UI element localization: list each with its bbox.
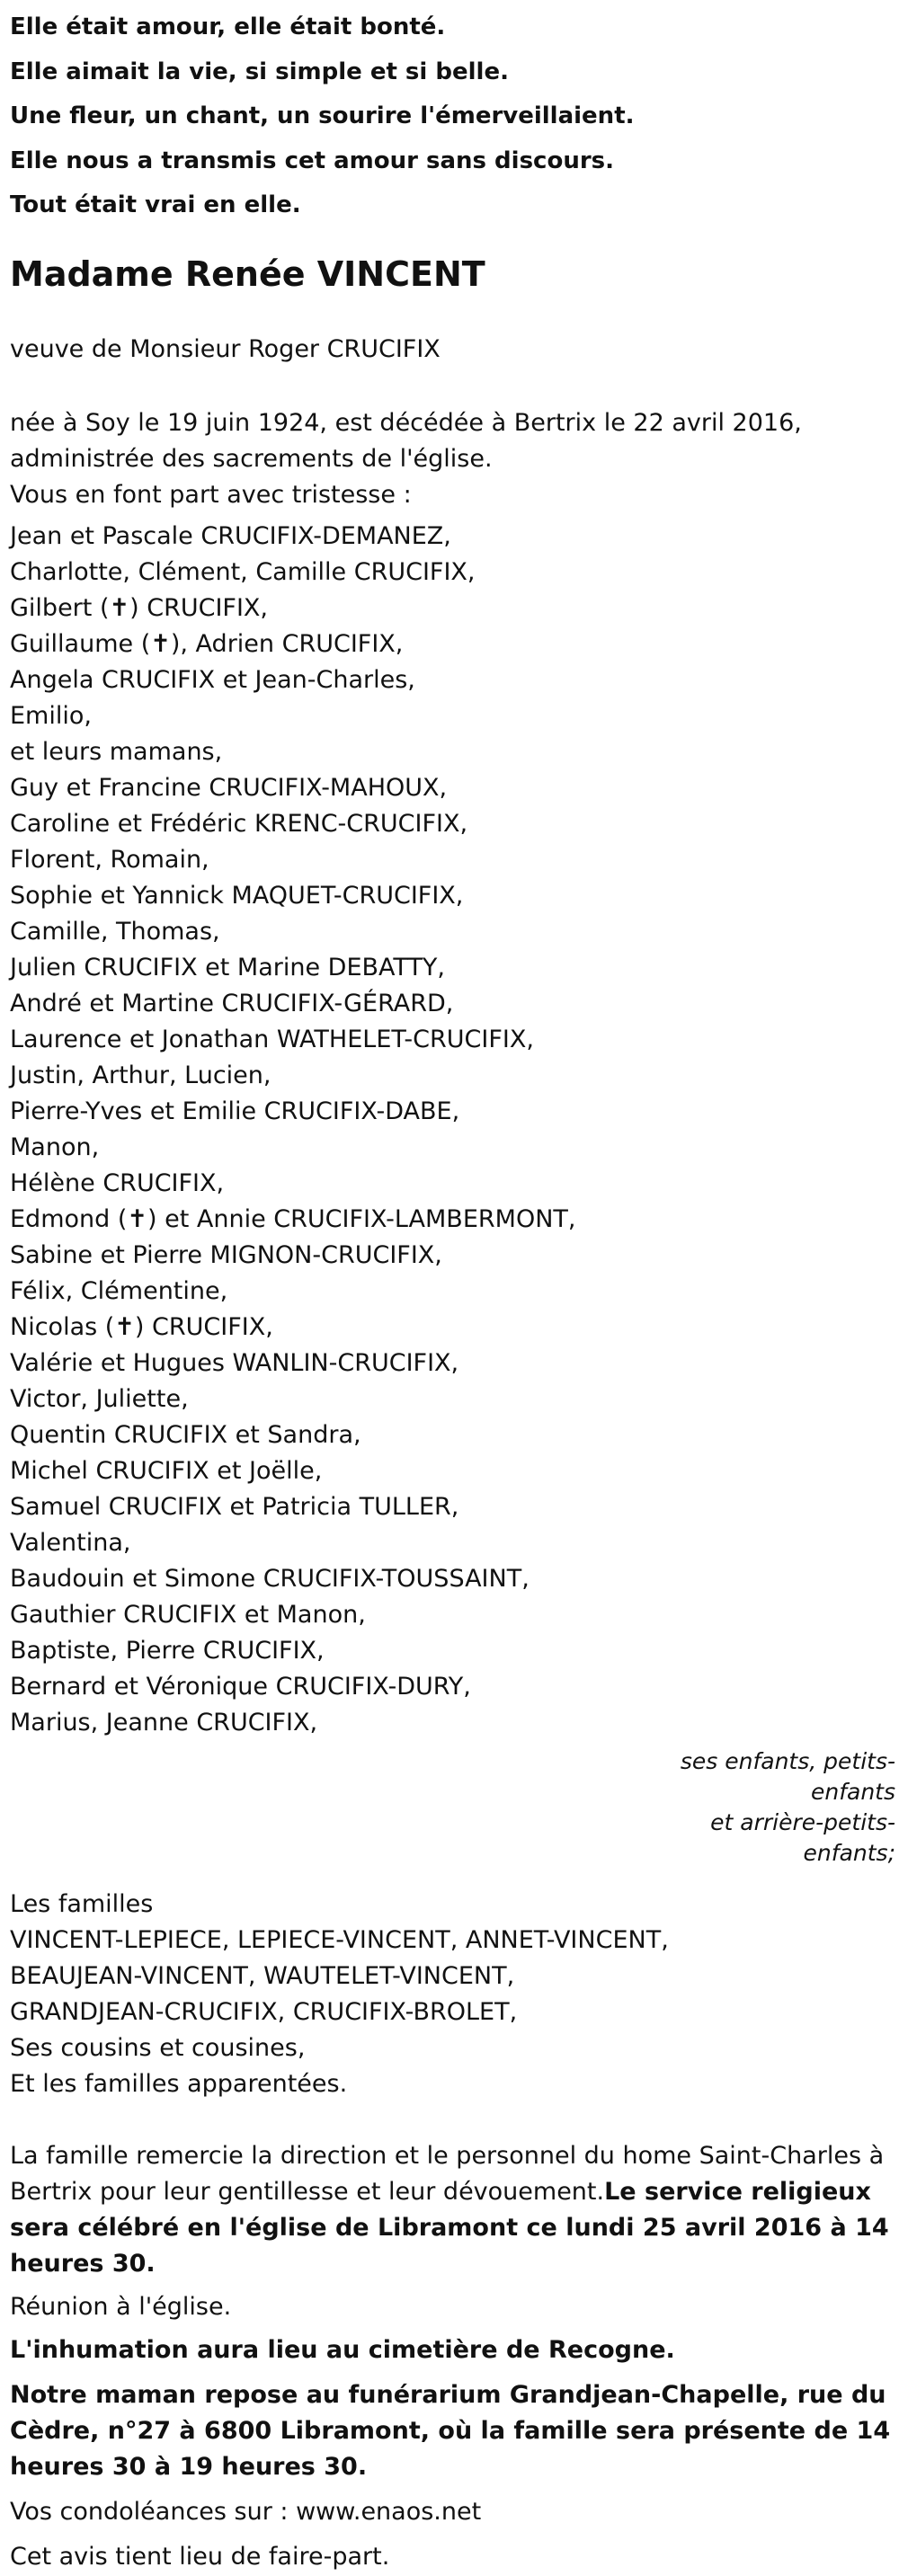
family-member-line [10, 1166, 899, 1202]
family-member-text: ), Adrien CRUCIFIX, [170, 629, 404, 658]
family-member-text: ) CRUCIFIX, [134, 1312, 273, 1341]
family-member-text: Bernard et Véronique CRUCIFIX-DURY, [10, 1672, 471, 1701]
obituary-notice [0, 5, 899, 2575]
family-member-text: Baudouin et Simone CRUCIFIX-TOUSSAINT, [10, 1564, 530, 1593]
family-member-line [10, 1094, 899, 1130]
poem-line: Elle était amour, elle était bonté. [10, 13, 446, 40]
family-member-line [10, 1310, 899, 1346]
family-member-line [10, 1597, 899, 1633]
cross-icon: ✝ [109, 593, 130, 622]
family-member-text: Sabine et Pierre MIGNON-CRUCIFIX, [10, 1240, 442, 1269]
family-member-line [10, 1561, 899, 1597]
family-member-text: Justin, Arthur, Lucien, [10, 1061, 271, 1089]
family-member-text: et leurs mamans, [10, 737, 223, 766]
family-member-line [10, 1022, 899, 1058]
announcement-line: Vous en font part avec tristesse : [10, 480, 412, 509]
family-member-text: Florent, Romain, [10, 845, 209, 874]
family-member-text: Valérie et Hugues WANLIN-CRUCIFIX, [10, 1348, 459, 1377]
family-member-text: Victor, Juliette, [10, 1384, 189, 1413]
family-member-line [10, 626, 899, 662]
family-member-text: Sophie et Yannick MAQUET-CRUCIFIX, [10, 881, 464, 910]
family-member-text: Charlotte, Clément, Camille CRUCIFIX, [10, 557, 476, 586]
family-member-line [10, 1274, 899, 1310]
family-member-text: Guy et Francine CRUCIFIX-MAHOUX, [10, 773, 448, 802]
family-member-text: Nicolas ( [10, 1312, 115, 1341]
family-member-line [10, 734, 899, 770]
cross-icon: ✝ [114, 1312, 135, 1341]
families-line: VINCENT-LEPIECE, LEPIECE-VINCENT, ANNET-VINCENT, [10, 1925, 669, 1954]
funerarium-text: Notre maman repose au funérarium Grandjean-Chapelle, rue du Cèdre, n°27 à 6800 Libramont, où la famille sera présente de 14 heures 30 à 19 heures 30. [10, 2380, 891, 2481]
families-line: Ses cousins et cousines, [10, 2033, 306, 2062]
condolences-text: Vos condoléances sur : www.enaos.net [10, 2497, 482, 2526]
family-member-text: Jean et Pascale CRUCIFIX-DEMANEZ, [10, 521, 451, 550]
family-member-line [10, 770, 899, 806]
family-member-line [10, 842, 899, 878]
family-member-line [10, 1669, 899, 1705]
cross-icon: ✝ [127, 1204, 148, 1233]
family-member-line [10, 950, 899, 986]
family-member-line [10, 1417, 899, 1453]
family-member-line [10, 1346, 899, 1381]
family-member-line [10, 1058, 899, 1094]
family-member-text: Félix, Clémentine, [10, 1276, 228, 1305]
family-member-text: Angela CRUCIFIX et Jean-Charles, [10, 665, 415, 694]
family-member-line [10, 1202, 899, 1238]
family-member-line [10, 698, 899, 734]
service-text: Le service religieux sera célébré en l'église de Libramont ce lundi 25 avril 2016 à 14 heures 30. [10, 2177, 889, 2278]
family-member-text: André et Martine CRUCIFIX-GÉRARD, [10, 989, 454, 1017]
thanks-text: La famille remercie la direction et le personnel du home Saint-Charles à Bertrix pour leur gentillesse et leur dévouement. [10, 2141, 885, 2206]
inhumation-text: L'inhumation aura lieu au cimetière de Recogne. [10, 2335, 675, 2364]
family-member-line [10, 986, 899, 1022]
family-member-text: Valentina, [10, 1528, 131, 1557]
family-member-text: Manon, [10, 1133, 100, 1161]
family-member-line [10, 1633, 899, 1669]
faire-part-text: Cet avis tient lieu de faire-part. [10, 2542, 390, 2571]
family-member-text: Camille, Thomas, [10, 917, 220, 946]
families-line: BEAUJEAN-VINCENT, WAUTELET-VINCENT, [10, 1961, 515, 1990]
widow-line: veuve de Monsieur Roger CRUCIFIX [10, 334, 441, 363]
family-member-line [10, 519, 899, 555]
family-roles [10, 1746, 895, 1869]
family-member-line [10, 662, 899, 698]
family-member-text: Emilio, [10, 701, 92, 730]
family-member-text: Gilbert ( [10, 593, 110, 622]
family-member-line [10, 1525, 899, 1561]
roles-line: enfants [810, 1778, 895, 1805]
family-member-text: Guillaume ( [10, 629, 151, 658]
deceased-name: Madame Renée VINCENT [10, 253, 485, 294]
birth-death-text: née à Soy le 19 juin 1924, est décédée à Bertrix le 22 avril 2016, administrée des sacrements de l'église. [10, 408, 802, 473]
family-member-text: Samuel CRUCIFIX et Patricia TULLER, [10, 1492, 459, 1521]
roles-line: ses enfants, petits- [680, 1747, 895, 1774]
family-member-line [10, 1381, 899, 1417]
family-member-text: ) CRUCIFIX, [129, 593, 268, 622]
reunion-text: Réunion à l'église. [10, 2292, 232, 2321]
poem-line: Elle aimait la vie, si simple et si belle. [10, 58, 509, 85]
family-member-line [10, 806, 899, 842]
family-member-line [10, 1130, 899, 1166]
family-member-line [10, 1238, 899, 1274]
family-member-line [10, 1453, 899, 1489]
family-member-line [10, 914, 899, 950]
family-member-line [10, 878, 899, 914]
poem [10, 5, 899, 228]
family-member-text: Julien CRUCIFIX et Marine DEBATTY, [10, 953, 446, 982]
family-member-text: Gauthier CRUCIFIX et Manon, [10, 1600, 366, 1629]
thanks-paragraph [10, 2138, 895, 2282]
family-member-text: Edmond ( [10, 1204, 128, 1233]
family-member-line [10, 1705, 899, 1741]
families-line: Les familles [10, 1889, 154, 1918]
poem-line: Elle nous a transmis cet amour sans discours. [10, 147, 615, 174]
extended-families [10, 1887, 899, 2102]
poem-line: Une fleur, un chant, un sourire l'émerveillaient. [10, 102, 635, 129]
family-member-text: Marius, Jeanne CRUCIFIX, [10, 1708, 318, 1737]
family-list [10, 519, 899, 1741]
family-member-text: Caroline et Frédéric KRENC-CRUCIFIX, [10, 809, 468, 838]
family-member-text: ) et Annie CRUCIFIX-LAMBERMONT, [147, 1204, 576, 1233]
roles-line: et arrière-petits- [710, 1808, 895, 1835]
roles-line: enfants; [803, 1839, 895, 1866]
cross-icon: ✝ [150, 629, 171, 658]
family-member-text: Michel CRUCIFIX et Joëlle, [10, 1456, 323, 1485]
family-member-text: Laurence et Jonathan WATHELET-CRUCIFIX, [10, 1025, 534, 1053]
family-member-line [10, 555, 899, 591]
family-member-text: Hélène CRUCIFIX, [10, 1168, 225, 1197]
family-member-text: Quentin CRUCIFIX et Sandra, [10, 1420, 361, 1449]
family-member-line [10, 1489, 899, 1525]
family-member-line [10, 591, 899, 626]
poem-line: Tout était vrai en elle. [10, 191, 301, 218]
family-member-text: Pierre-Yves et Emilie CRUCIFIX-DABE, [10, 1097, 460, 1125]
families-line: Et les familles apparentées. [10, 2069, 348, 2098]
family-member-text: Baptiste, Pierre CRUCIFIX, [10, 1636, 325, 1665]
families-line: GRANDJEAN-CRUCIFIX, CRUCIFIX-BROLET, [10, 1997, 518, 2026]
